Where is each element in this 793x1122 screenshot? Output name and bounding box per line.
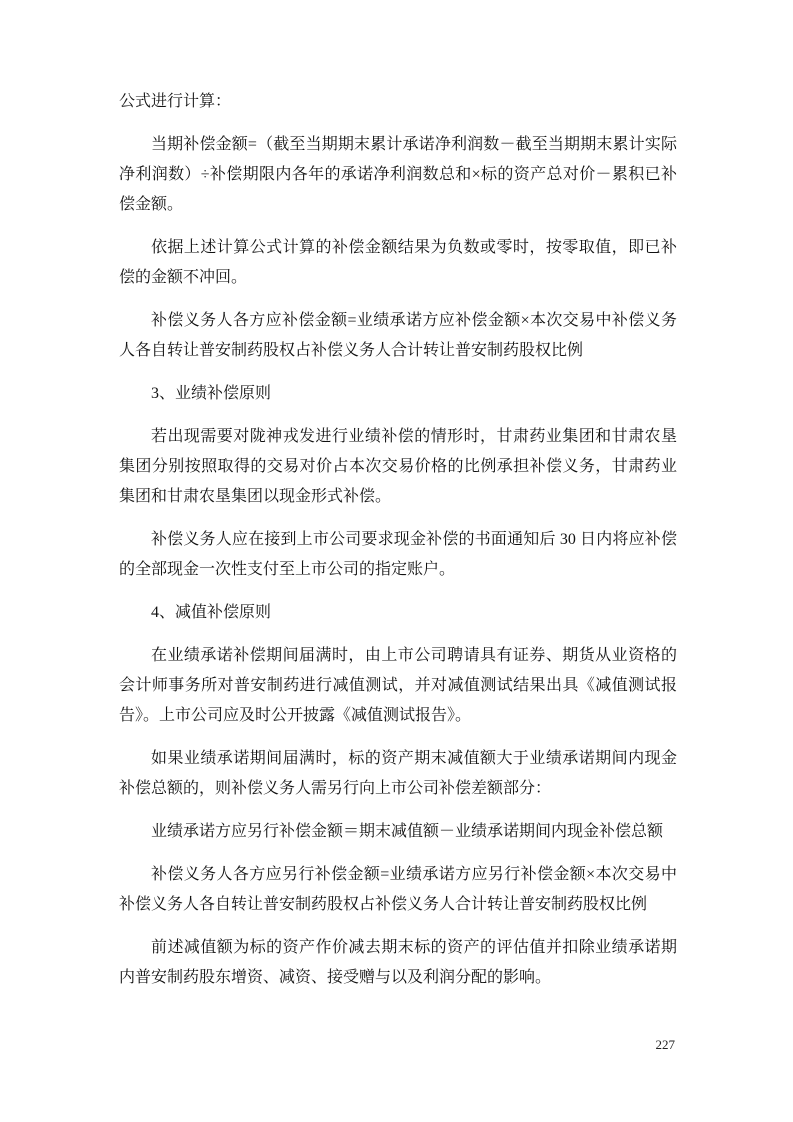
formula-current-compensation: 当期补偿金额=（截至当期期末累计承诺净利润数－截至当期期末累计实际净利润数）÷补偿期限内各年的承诺净利润数总和×标的资产总对价－累积已补偿金额。 (119, 136, 677, 213)
heading-performance-compensation-principle: 3、业绩补偿原则 (151, 385, 272, 402)
formula-obligor-share: 补偿义务人各方应补偿金额=业绩承诺方应补偿金额×本次交易中补偿义务人各自转让普安制药股权占补偿义务人合计转让普安制药股权比例 (119, 312, 677, 359)
paragraph-compensation-obligation: 若出现需要对陇神戎发进行业绩补偿的情形时，甘肃药业集团和甘肃农垦集团分别按照取得的交易对价占本次交易价格的比例承担补偿义务，甘肃药业集团和甘肃农垦集团以现金形式补偿。 (119, 428, 677, 505)
paragraph-impairment-definition: 前述减值额为标的资产作价减去期末标的资产的评估值并扣除业绩承诺期内普安制药股东增资、减资、接受赠与以及利润分配的影响。 (119, 939, 677, 986)
page-content (119, 87, 677, 1006)
paragraph-cash-payment-deadline: 补偿义务人应在接到上市公司要求现金补偿的书面通知后 30 日内将应补偿的全部现金一次性支付至上市公司的指定账户。 (119, 531, 677, 578)
page-number: 227 (655, 1037, 675, 1052)
heading-impairment-compensation-principle: 4、减值补偿原则 (151, 604, 272, 621)
paragraph-impairment-test: 在业绩承诺补偿期间届满时，由上市公司聘请具有证券、期货从业资格的会计师事务所对普安制药进行减值测试，并对减值测试结果出具《减值测试报告》。上市公司应及时公开披露《减值测试报告》。 (119, 647, 677, 724)
paragraph-impairment-excess-condition: 如果业绩承诺期间届满时，标的资产期末减值额大于业绩承诺期间内现金补偿总额的，则补偿义务人需另行向上市公司补偿差额部分： (119, 750, 677, 797)
formula-obligor-additional-share: 补偿义务人各方应另行补偿金额=业绩承诺方应另行补偿金额×本次交易中补偿义务人各自转让普安制药股权占补偿义务人合计转让普安制药股权比例 (119, 866, 677, 913)
paragraph-negative-or-zero-rule: 依据上述计算公式计算的补偿金额结果为负数或零时，按零取值，即已补偿的金额不冲回。 (119, 239, 677, 286)
formula-additional-compensation: 业绩承诺方应另行补偿金额＝期末减值额－业绩承诺期间内现金补偿总额 (151, 823, 664, 840)
paragraph-formula-intro: 公式进行计算： (119, 93, 232, 110)
